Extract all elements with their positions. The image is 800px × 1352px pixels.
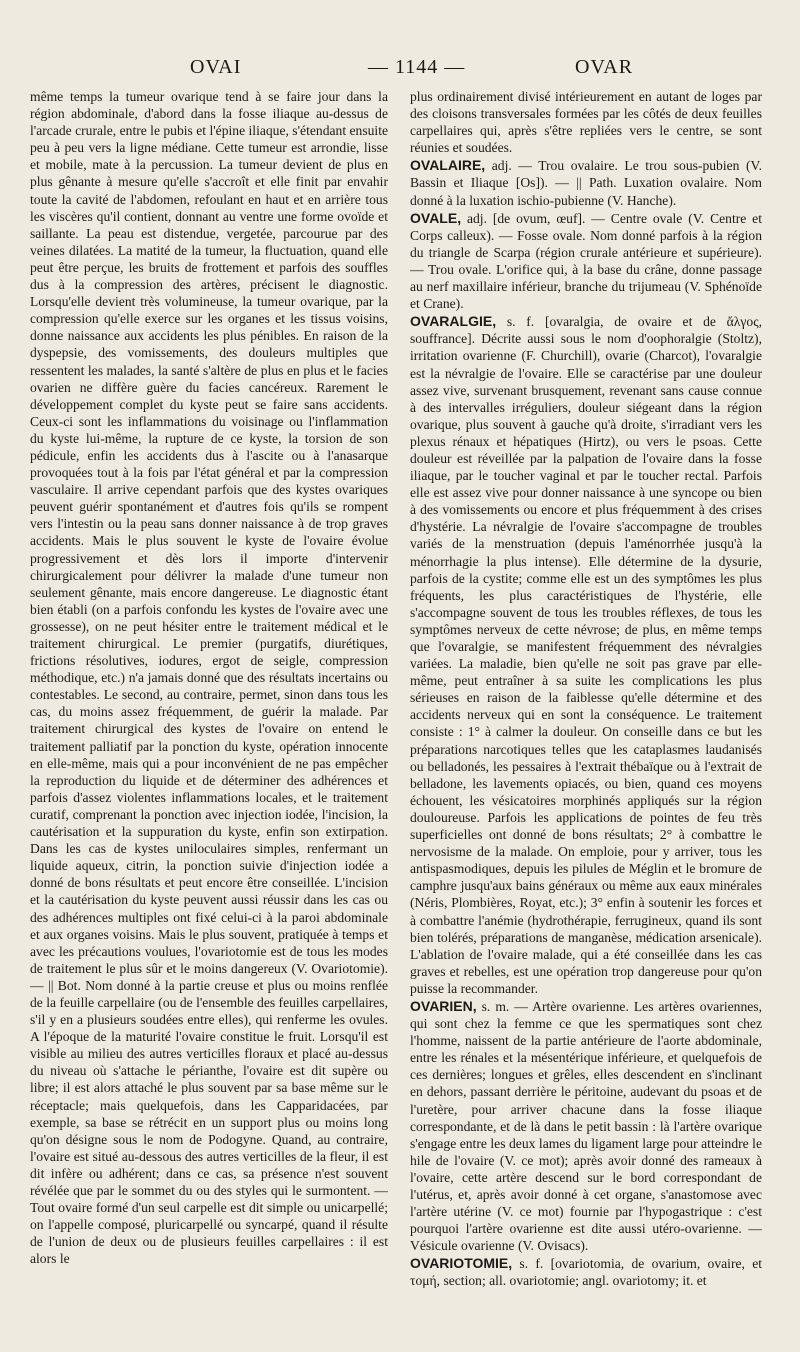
entry-ovalaire <box>410 157 762 208</box>
entry-ovale <box>410 210 762 313</box>
entry-text: s. f. [ovariotomia, de ovarium, ovaire, et τομή, section; all. ovariotomie; angl. ovariotomy; it. et <box>410 1256 762 1289</box>
page-number: — 1144 — <box>368 56 466 78</box>
headword: OVALE, <box>410 209 462 226</box>
right-column <box>410 88 762 1338</box>
entry-text: s. m. — Artère ovarienne. Les artères ovariennes, qui sont chez la femme ce que les spermatiques sont chez l'homme, naissent de la partie antérieure de l'aorte abdominale, entre les rénales et la mésentérique inférieure, et quelquefois de ces dernières; longues et grêles, elles descendent en s'inclinant en dehors, passant derrière le péritoine, audevant du psoas et de l'uretère, pour arriver chacune dans la fosse iliaque correspondante, et de là dans le petit bassin : là l'artère ovarique s'engage entre les deux lames du ligament large pour atteindre le hile de l'ovaire (V. ce mot); après avoir donné des rameaux à l'ovaire, cette artère descend sur le bord correspondant de l'utérus, et, après avoir donné à cet organe, s'anastomose avec l'artère utérine (V. ce mot) fournie par l'hypogastrique : c'est pourquoi l'artère ovarienne est dite aussi utéro-ovarienne. — Vésicule ovarienne (V. Ovisacs). <box>410 998 762 1254</box>
entry-text: adj. — Trou ovalaire. Le trou sous-pubien (V. Bassin et Iliaque [Os]). — || Path. Luxation ovalaire. Nom donné à la luxation ischio-pubienne (V. Hanche). <box>410 158 762 208</box>
left-column-text: même temps la tumeur ovarique tend à se faire jour dans la région abdominale, d'abord dans la fosse iliaque au-dessus de l'arcade crurale, entre le pubis et l'épine iliaque, s'étendant ensuite peu à peu vers la ligne médiane. Cette tumeur est arrondie, lisse et mobile, mate à la percussion. La tumeur devient de plus en plus gênante à mesure qu'elle s'accroît et elle finit par envahir toute la cavité de l'abdomen, refoulant en haut et en arrière tous les viscères qu'il contient, donnant au ventre une forme ovoïde et saillante. La peau est distendue, vergetée, parcourue par des veines dilatées. La matité de la tumeur, la fluctuation, quand elle peut être perçue, les bruits de frottement et parfois des souffles dus à la compression des artères, précisent le diagnostic. Lorsqu'elle devient très volumineuse, la tumeur ovarique, par la compression qu'elle exerce sur les organes et les tissus voisins, donne naissance aux accidents les plus pénibles. En raison de la dyspepsie, des vomissements, des douleurs multiples que ressentent les malades, la santé s'altère de plus en plus et le facies ovarien ne diffère guère du facies cancéreux. Rarement le développement complet du kyste peut se faire sans accidents. Ceux-ci sont les inflammations du voisinage ou l'inflammation du kyste lui-même, la rupture de ce kyste, la torsion de son pédicule, enfin les accidents dus à l'ascite ou à l'anasarque provoquées tout à la fois par l'état général et par la compression vasculaire. Il arrive cependant parfois que des kystes ovariques peuvent guérir spontanément et d'autres fois qu'ils se rompent vers l'intestin ou la peau sans donner naissance à de trop graves accidents. Mais le plus souvent le kyste de l'ovaire évolue progressivement et dès lors il importe d'intervenir chirurgicalement pour délivrer la malade d'une tumeur non seulement gênante, mais encore dangereuse. Le diagnostic étant bien établi (on a parfois confondu les kystes de l'ovaire avec une grossesse), on ne peut hésiter entre le traitement médical et le traitement chirurgical. Le premier (purgatifs, diurétiques, frictions résolutives, iodures, ergot de seigle, compression méthodique, etc.) n'a jamais donné que des résultats incertains ou contestables. Le second, au contraire, permet, sinon dans tous les cas, du moins assez fréquemment, de guérir la malade. Par traitement chirurgical des kystes de l'ovaire on entend le traitement palliatif par la ponction du kyste, opération innocente en elle-même, mais qui a pour inconvénient de ne pas empêcher la reproduction du liquide et de déterminer des adhérences et parfois d'assez violentes inflammations locales, et le traitement curatif, comprenant la ponction avec injection iodée, l'incision, la cautérisation et la suppuration du kyste, enfin son extirpation. Dans les cas de kystes uniloculaires simples, renfermant un liquide aqueux, citrin, la ponction suivie d'injection iodée a donné de bons résultats et peut encore être conseillée. L'incision et la cautérisation du kyste peuvent aussi réussir dans les cas ou des adhérences multiples ont fixé celui-ci à la paroi abdominale et aux organes voisins. Mais le plus souvent, pratiquée à temps et avec les précautions voulues, l'ovariotomie est de tous les modes de traitement le plus sûr et le moins dangereux (V. Ovariotomie). — || Bot. Nom donné à la partie creuse et plus ou moins renflée de la feuille carpellaire (ou de l'ensemble des feuilles carpellaires, s'il y en a plusieurs soudées entre elles), qui renferme les ovules. A l'époque de la maturité l'ovaire constitue le fruit. Lorsqu'il est visible au milieu des autres verticilles floraux et placé au-dessus du niveau où s'attache le périanthe, l'ovaire est dit supère ou libre; il est alors attaché le plus souvent par sa base même sur le réceptacle; mais quelquefois, dans les Capparidacées, par exemple, sa base se rétrécit en un support plus ou moins long qu'on désigne sous le nom de Podogyne. Quand, au contraire, l'ovaire est situé au-dessous des autres verticilles de la fleur, il est dit infère ou adhérent; dans ce cas, sa présence n'est souvent révélée que par le sommet du ou des styles qui le surmontent. — Tout ovaire formé d'un seul carpelle est dit simple ou unicarpellé; on l'appelle composé, pluricarpellé ou syncarpé, quand il résulte de l'union de deux ou de plusieurs feuilles carpellaires : il est alors le <box>30 89 388 1267</box>
headword: OVARALGIE, <box>410 313 497 330</box>
entry-ovaralgie <box>410 313 762 997</box>
header-right-guideword: OVAR <box>575 56 634 78</box>
running-header <box>0 50 800 80</box>
headword: OVARIOTOMIE, <box>410 1255 513 1272</box>
left-column <box>30 88 388 1338</box>
entry-text: adj. [de ovum, œuf]. — Centre ovale (V. Centre et Corps calleux). — Fosse ovale. Nom donné parfois à la région du triangle de Scarpa (région crurale antérieure et supérieure). — Trou ovale. L'orifice qui, à la base du crâne, donne passage au nerf maxillaire inférieur, branche du trijumeau (V. Sphénoïde et Crane). <box>410 210 762 312</box>
headword: OVARIEN, <box>410 997 477 1014</box>
right-column-continuation: plus ordinairement divisé intérieurement en autant de loges par des cloisons transversales formées par les côtés de deux feuilles carpellaires qui, après s'être repliées vers le centre, se sont réunies et soudées. <box>410 89 762 156</box>
entry-text: s. f. [ovaralgia, de ovaire et de ἄλγος, souffrance]. Décrite aussi sous le nom d'oophoralgie (Stoltz), irritation ovarienne (F. Churchill), ovarie (Charcot), l'ovaralgie est la névralgie de l'ovaire. Elle se caractérise par une douleur assez vive, survenant brusquement, revenant sans cause connue à des intervalles irréguliers, douleur siégeant dans la région ovarique, plus souvent à gauche qu'à droite, s'irradiant vers les plexus rénaux et hépatiques (Hirtz), ou vers le psoas. Cette douleur est réveillée par la palpation de l'ovaire dans la fosse iliaque, par le toucher vaginal et par le toucher rectal. Parfois elle est assez vive pour donner naissance à une syncope ou bien à des vomissements ou encore et plus fréquemment à des crises d'hystérie. La névralgie de l'ovaire s'accompagne de troubles variés de la menstruation (depuis l'aménorrhée jusqu'à la ménorrhagie la plus intense). Elle détermine de la dysurie, parfois de la cystite; comme elle est un des symptômes les plus fréquents, les plus caractéristiques de l'hystérie, elle s'accompagne souvent de tous les troubles réflexes, de tous les symptômes nerveux de cette névrose; de plus, en même temps que l'ovaralgie, se manifestent fréquemment des névralgies variées. La maladie, bien qu'elle ne soit pas grave par elle-même, peut entraîner à sa suite les complications les plus sérieuses en raison de la faiblesse qu'elle détermine et des accidents nerveux qui en sont la conséquence. Le traitement consiste : 1° à calmer la douleur. On conseille dans ce but les préparations narcotiques telles que les cataplasmes laudanisés ou belladonés, les pessaires à l'extrait thébaïque ou à l'extrait de belladone, les lavements opiacés, ou bien, quand ces moyens échouent, les vésicatoires morphinés appliqués sur la région douloureuse. Parfois les applications de pointes de feu très superficielles ont donné de bons résultats; 2° à combattre le nervosisme de la malade. On emploie, pour y arriver, tous les antispasmodiques, depuis les pilules de Méglin et le bromure de camphre jusqu'aux bains généraux ou même aux eaux minérales (Néris, Plombières, Royat, etc.); 3° enfin à soutenir les forces et à combattre l'anémie (hydrothérapie, ferrugineux, quand ils sont bien tolérés, préparations de manganèse, médication arsenicale). L'ablation de l'ovaire malade, qui a été conseillée dans les cas graves et rebelles, est une opération trop dangereuse pour qu'on puisse la recommander. <box>410 314 762 996</box>
entry-ovarien <box>410 998 762 1254</box>
header-left-guideword: OVAI <box>190 56 242 78</box>
entry-ovariotomie <box>410 1255 762 1289</box>
headword: OVALAIRE, <box>410 157 486 174</box>
